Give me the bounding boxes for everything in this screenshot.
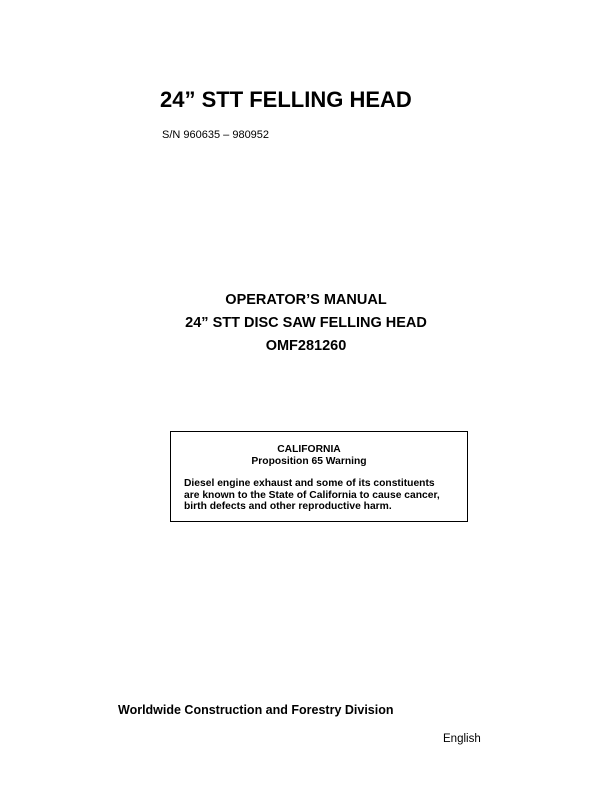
document-title: 24” STT FELLING HEAD [160, 87, 412, 112]
warning-proposition-label: Proposition 65 Warning [251, 456, 367, 467]
manual-type-label: OPERATOR’S MANUAL [225, 292, 387, 308]
warning-state-label: CALIFORNIA [277, 444, 341, 455]
manual-title-block [0, 289, 612, 358]
serial-number-range: S/N 960635 – 980952 [162, 129, 270, 141]
manual-part-number: OMF281260 [265, 338, 347, 354]
warning-text-line: are known to the State of California to cause cancer, [184, 489, 440, 501]
manual-product-name: 24” STT DISC SAW FELLING HEAD [185, 315, 427, 331]
language-label: English [443, 733, 481, 745]
prop65-warning-box [170, 431, 468, 522]
division-name: Worldwide Construction and Forestry Division [118, 703, 394, 717]
warning-text [184, 478, 466, 513]
warning-text-line: birth defects and other reproductive harm. [184, 501, 392, 512]
warning-heading [171, 444, 447, 468]
warning-text-line: Diesel engine exhaust and some of its constituents [184, 478, 435, 489]
